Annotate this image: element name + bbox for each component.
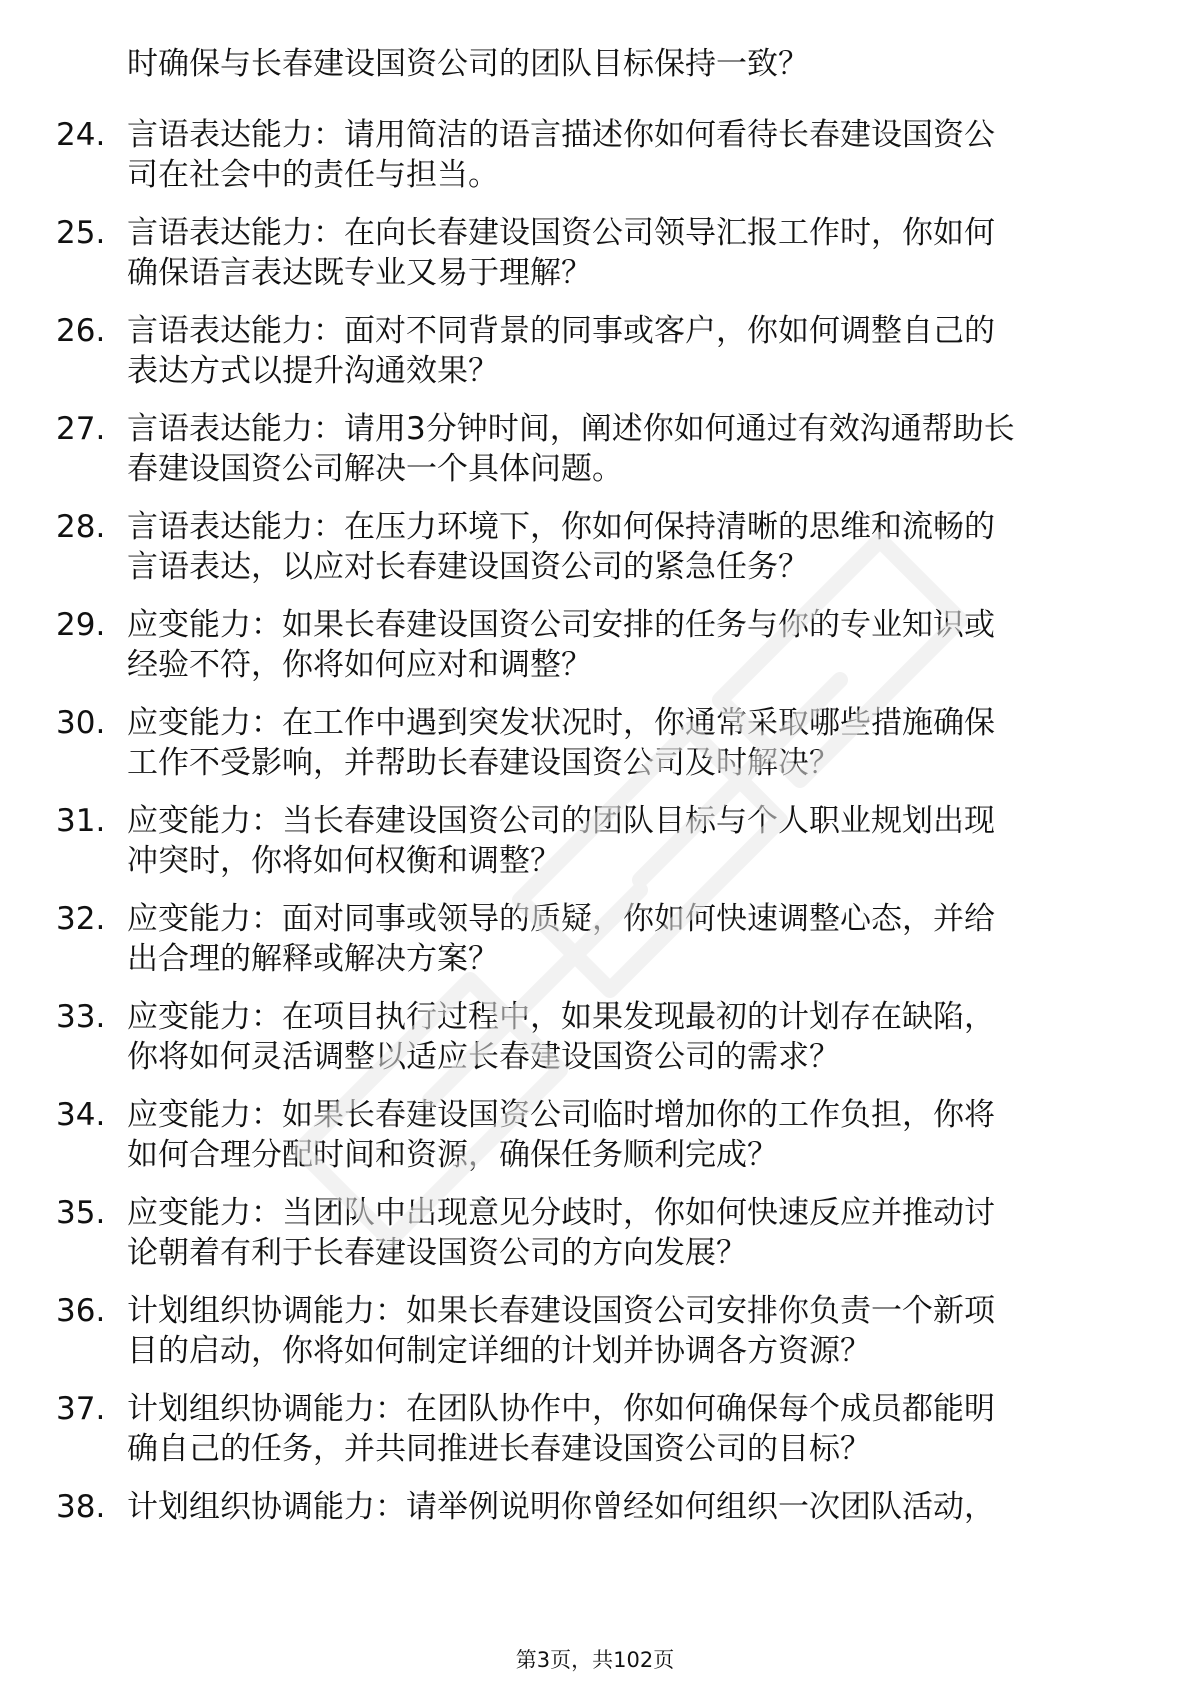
question-item — [0, 409, 1190, 507]
question-text — [127, 115, 1137, 195]
question-number: 35. — [56, 1195, 106, 1231]
question-text-line: 春建设国资公司解决一个具体问题。 — [127, 451, 623, 487]
question-text — [127, 703, 1137, 783]
question-text-line: 出合理的解释或解决方案？ — [127, 941, 499, 977]
question-number: 31. — [56, 803, 106, 839]
question-text-line: 应变能力：当团队中出现意见分歧时，你如何快速反应并推动讨 — [127, 1195, 995, 1231]
question-number: 36. — [56, 1293, 106, 1329]
question-number: 34. — [56, 1097, 106, 1133]
question-item — [0, 801, 1190, 899]
question-item — [0, 1389, 1190, 1487]
question-number: 28. — [56, 509, 106, 545]
question-item — [0, 115, 1190, 213]
question-number: 29. — [56, 607, 106, 643]
question-item — [0, 311, 1190, 409]
question-number: 32. — [56, 901, 106, 937]
question-text — [127, 1193, 1137, 1273]
question-text — [127, 1095, 1137, 1175]
question-text-line: 应变能力：面对同事或领导的质疑，你如何快速调整心态，并给 — [127, 901, 995, 937]
question-item — [0, 1487, 1190, 1585]
question-list — [0, 115, 1190, 1585]
question-text-line: 经验不符，你将如何应对和调整？ — [127, 647, 592, 683]
continued-question-text: 时确保与长春建设国资公司的团队目标保持一致？ — [127, 46, 809, 82]
question-text-line: 确保语言表达既专业又易于理解？ — [127, 255, 592, 291]
question-item — [0, 1291, 1190, 1389]
question-item — [0, 703, 1190, 801]
question-text-line: 确自己的任务，并共同推进长春建设国资公司的目标？ — [127, 1431, 871, 1467]
question-text-line: 应变能力：在项目执行过程中，如果发现最初的计划存在缺陷， — [127, 999, 995, 1035]
page-footer: 第3页，共102页 — [515, 1648, 675, 1672]
question-text-line: 应变能力：如果长春建设国资公司临时增加你的工作负担，你将 — [127, 1097, 995, 1133]
question-text-line: 言语表达能力：在向长春建设国资公司领导汇报工作时，你如何 — [127, 215, 995, 251]
question-item — [0, 1193, 1190, 1291]
question-text — [127, 213, 1137, 293]
question-number: 38. — [56, 1489, 106, 1525]
question-text-line: 计划组织协调能力：在团队协作中，你如何确保每个成员都能明 — [127, 1391, 995, 1427]
question-text — [127, 997, 1137, 1077]
question-text-line: 工作不受影响，并帮助长春建设国资公司及时解决？ — [127, 745, 840, 781]
question-text-line: 目的启动，你将如何制定详细的计划并协调各方资源？ — [127, 1333, 871, 1369]
question-text-line: 言语表达能力：在压力环境下，你如何保持清晰的思维和流畅的 — [127, 509, 995, 545]
question-item — [0, 507, 1190, 605]
question-text-line: 应变能力：当长春建设国资公司的团队目标与个人职业规划出现 — [127, 803, 995, 839]
question-text — [127, 311, 1137, 391]
question-item — [0, 605, 1190, 703]
question-text-line: 如何合理分配时间和资源，确保任务顺利完成？ — [127, 1137, 778, 1173]
question-text — [127, 409, 1137, 489]
question-text-line: 言语表达，以应对长春建设国资公司的紧急任务？ — [127, 549, 809, 585]
question-number: 27. — [56, 411, 106, 447]
question-number: 37. — [56, 1391, 106, 1427]
question-text-line: 表达方式以提升沟通效果？ — [127, 353, 499, 389]
question-text-line: 你将如何灵活调整以适应长春建设国资公司的需求？ — [127, 1039, 840, 1075]
question-item — [0, 899, 1190, 997]
question-text-line: 计划组织协调能力：请举例说明你曾经如何组织一次团队活动， — [127, 1489, 995, 1525]
question-number: 25. — [56, 215, 106, 251]
question-text-line: 冲突时，你将如何权衡和调整？ — [127, 843, 561, 879]
question-text-line: 司在社会中的责任与担当。 — [127, 157, 499, 193]
question-text — [127, 605, 1137, 685]
question-text-line: 言语表达能力：请用简洁的语言描述你如何看待长春建设国资公 — [127, 117, 995, 153]
question-number: 24. — [56, 117, 106, 153]
question-text-line: 应变能力：在工作中遇到突发状况时，你通常采取哪些措施确保 — [127, 705, 995, 741]
question-text — [127, 801, 1137, 881]
question-number: 26. — [56, 313, 106, 349]
question-text — [127, 507, 1137, 587]
question-item — [0, 1095, 1190, 1193]
question-text — [127, 1487, 1137, 1527]
question-text — [127, 1291, 1137, 1371]
question-text — [127, 899, 1137, 979]
question-text — [127, 1389, 1137, 1469]
question-text-line: 言语表达能力：请用3分钟时间，阐述你如何通过有效沟通帮助长 — [127, 411, 1015, 447]
question-text-line: 计划组织协调能力：如果长春建设国资公司安排你负责一个新项 — [127, 1293, 995, 1329]
question-number: 33. — [56, 999, 106, 1035]
question-number: 30. — [56, 705, 106, 741]
question-item — [0, 213, 1190, 311]
question-text-line: 言语表达能力：面对不同背景的同事或客户，你如何调整自己的 — [127, 313, 995, 349]
question-text-line: 应变能力：如果长春建设国资公司安排的任务与你的专业知识或 — [127, 607, 995, 643]
question-text-line: 论朝着有利于长春建设国资公司的方向发展？ — [127, 1235, 747, 1271]
question-item — [0, 997, 1190, 1095]
